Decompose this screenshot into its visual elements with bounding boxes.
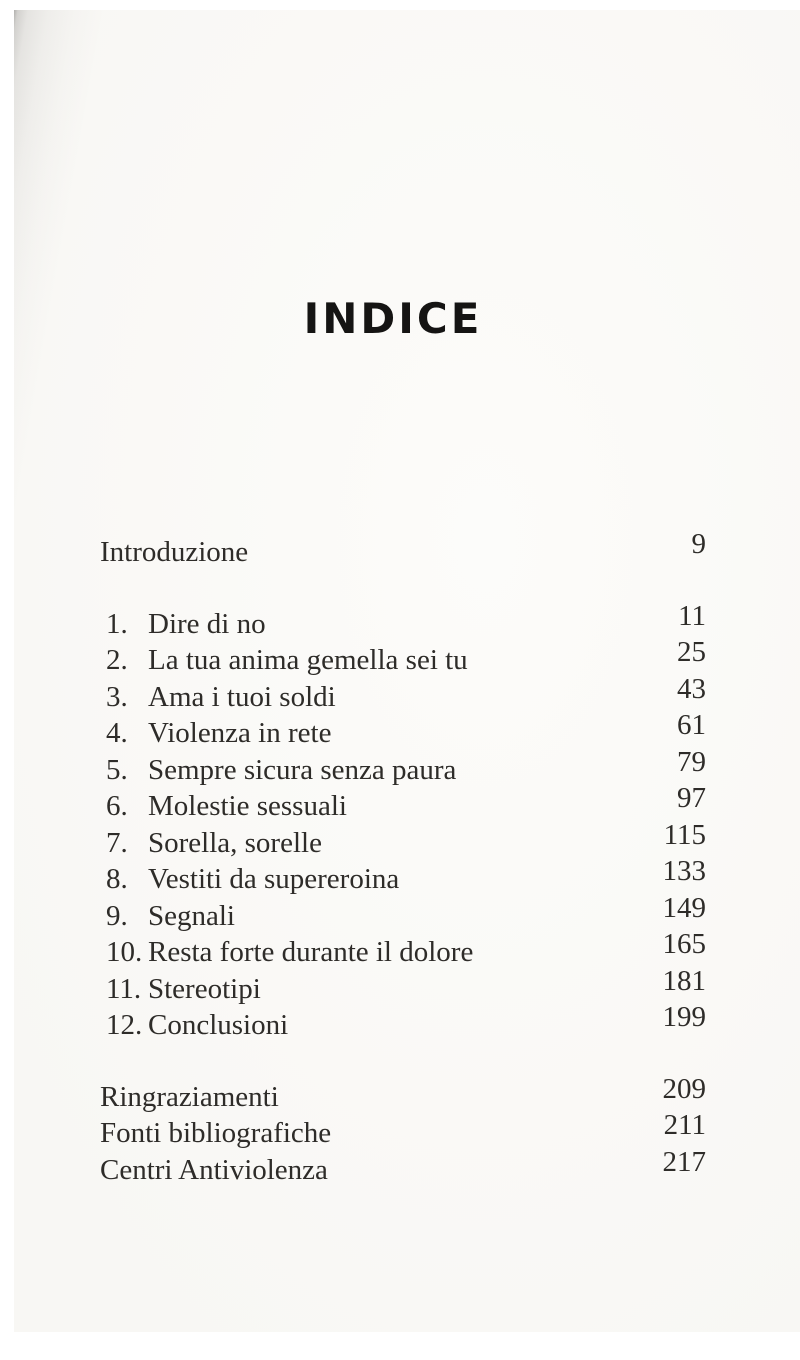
entry-page-number: 133: [662, 855, 706, 887]
toc-entry: [100, 1001, 706, 1044]
toc-entry: [100, 782, 706, 825]
entry-label: Ama i tuoi soldi: [148, 680, 336, 713]
entry-page-number: 11: [678, 599, 706, 632]
entry-page-number: 25: [677, 636, 706, 668]
entry-page-number: 61: [677, 709, 706, 741]
entry-label: Dire di no: [148, 607, 266, 640]
entry-page-number: 209: [662, 1072, 706, 1105]
toc-entry: [100, 891, 706, 935]
entry-page-number: 97: [677, 782, 706, 814]
table-of-contents: [100, 528, 706, 1188]
entry-page-number: 9: [691, 528, 706, 560]
toc-entry: [100, 818, 706, 862]
entry-number: 9.: [106, 899, 128, 932]
entry-page-number: 211: [663, 1109, 706, 1141]
toc-entry: [100, 1109, 706, 1152]
entry-number: 2.: [106, 644, 128, 676]
entry-label: Centri Antiviolenza: [100, 1153, 328, 1186]
toc-entry: [100, 672, 706, 716]
toc-entry: [100, 636, 706, 679]
entry-number: 11.: [106, 972, 142, 1005]
chapter-list: [100, 599, 706, 1044]
entry-number: 12.: [106, 1009, 143, 1041]
entry-number: 7.: [106, 826, 128, 859]
entry-label: La tua anima gemella sei tu: [148, 644, 468, 676]
entry-label: Conclusioni: [148, 1009, 289, 1041]
entry-page-number: 181: [662, 964, 706, 997]
entry-page-number: 43: [677, 672, 706, 705]
entry-label: Fonti bibliografiche: [100, 1117, 332, 1149]
entry-number: 1.: [106, 607, 128, 640]
toc-entry: [100, 599, 706, 643]
toc-entry: [100, 855, 706, 898]
toc-entry: [100, 1072, 706, 1116]
toc-entry: [100, 928, 706, 971]
entry-number: 8.: [106, 863, 128, 895]
toc-entry: [100, 964, 706, 1008]
entry-number: 5.: [106, 753, 128, 786]
entry-number: 6.: [106, 790, 128, 822]
entry-page-number: 199: [662, 1001, 706, 1033]
entry-label: Violenza in rete: [148, 717, 332, 749]
back-matter-list: [100, 1072, 706, 1189]
entry-label: Sempre sicura senza paura: [148, 753, 457, 786]
entry-label: Ringraziamenti: [100, 1080, 279, 1113]
entry-label: Introduzione: [100, 536, 249, 568]
toc-entry: [100, 745, 706, 789]
toc-entry: [100, 1145, 706, 1189]
entry-page-number: 217: [662, 1145, 706, 1178]
scanned-page: [14, 10, 800, 1332]
entry-number: 10.: [106, 936, 143, 968]
entry-number: 4.: [106, 717, 128, 749]
entry-label: Resta forte durante il dolore: [148, 936, 474, 968]
entry-page-number: 149: [662, 891, 706, 924]
entry-page-number: 115: [663, 818, 706, 851]
toc-entry: [100, 709, 706, 752]
entry-page-number: 79: [677, 745, 706, 778]
entry-number: 3.: [106, 680, 128, 713]
entry-label: Vestiti da supereroina: [148, 863, 400, 895]
entry-label: Stereotipi: [148, 972, 261, 1005]
toc-entry-introduction: [100, 528, 706, 571]
entry-page-number: 165: [662, 928, 706, 960]
entry-label: Molestie sessuali: [148, 790, 347, 822]
page-title: INDICE: [303, 294, 483, 343]
entry-label: Sorella, sorelle: [148, 826, 322, 859]
entry-label: Segnali: [148, 899, 235, 932]
